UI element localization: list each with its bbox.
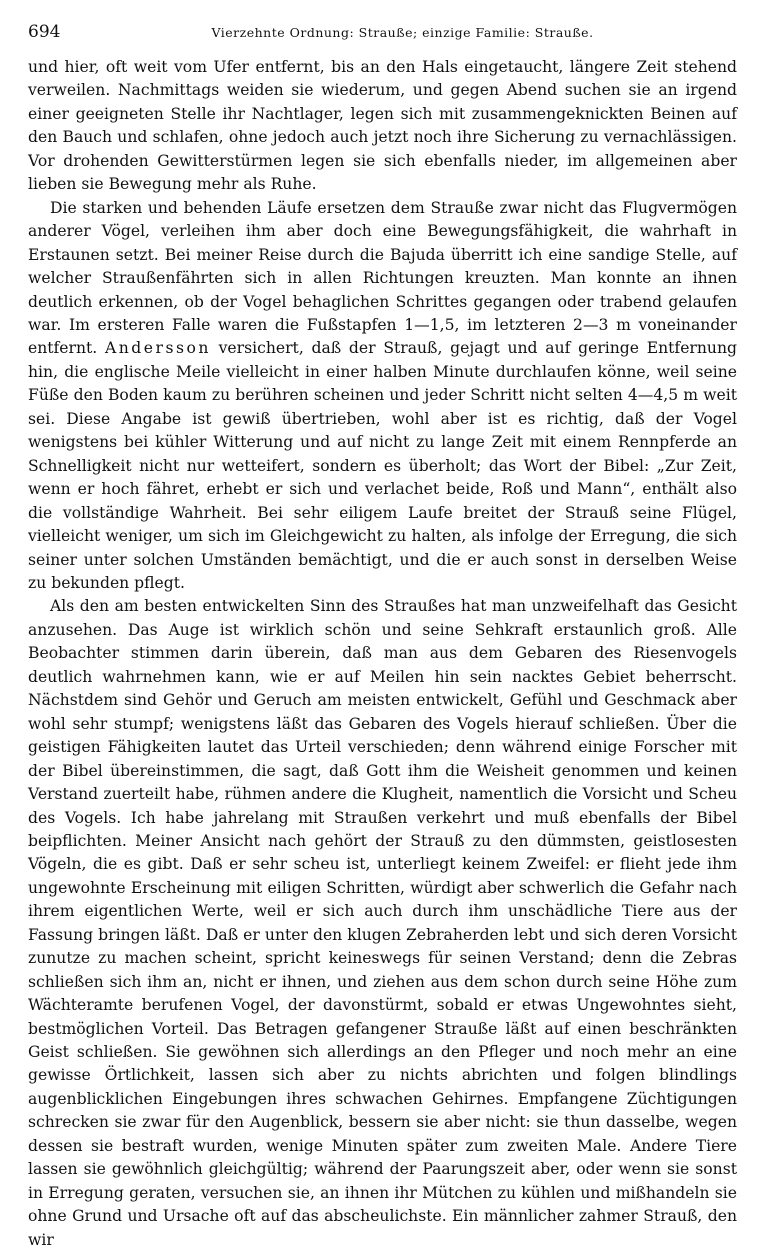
running-head: Vierzehnte Ordnung: Strauße; einzige Familie: Strauße.: [211, 25, 594, 40]
paragraph-1: und hier, oft weit vom Ufer entfernt, bis an den Hals eingetaucht, längere Zeit stehend verweilen. Nachmittags weiden sie wiederum, und gegen Abend suchen sie an irgend einer geeigneten Stelle ihr Nachtlager, legen sich mit zusammengeknickten Beinen auf den Bauch und schlafen, ohne jedoch auch jetzt noch ihre Sicherung zu vernachlässigen. Vor drohenden Gewitterstürmen legen sie sich ebenfalls nieder, im allgemeinen aber lieben sie Bewegung mehr als Ruhe.: [28, 58, 737, 194]
body-text: [28, 56, 737, 1252]
paragraph-2-part-2: versichert, daß der Strauß, gejagt und auf geringe Entfernung hin, die englische Meile vielleicht in einer halben Minute durchlaufen könne, weil seine Füße den Boden kaum zu berühren scheinen und jeder Schritt nicht selten 4—4,5 m weit sei. Diese Angabe ist gewiß übertrieben, wohl aber ist es richtig, daß der Vogel wenigstens bei kühler Witterung und auf nicht zu lange Zeit mit einem Rennpferde an Schnelligkeit nicht nur wetteifert, sondern es überholt; das Wort der Bibel: „Zur Zeit, wenn er hoch fähret, erhebt er sich und verlachet beide, Roß und Mann“, enthält also die vollständige Wahrheit. Bei sehr eiligem Laufe breitet der Strauß seine Flügel, vielleicht weniger, um sich im Gleichgewicht zu halten, als infolge der Erregung, die sich seiner unter solchen Umständen bemächtigt, und die er auch sonst in derselben Weise zu bekunden pflegt.: [28, 339, 737, 592]
paragraph-3: Als den am besten entwickelten Sinn des Straußes hat man unzweifelhaft das Gesicht anzusehen. Das Auge ist wirklich schön und seine Sehkraft erstaunlich groß. Alle Beobachter stimmen darin überein, daß man aus dem Gebaren des Riesenvogels deutlich wahrnehmen kann, wie er auf Meilen hin sein nacktes Gebiet beherrscht. Nächstdem sind Gehör und Geruch am meisten entwickelt, Gefühl und Geschmack aber wohl sehr stumpf; wenigstens läßt das Gebaren des Vogels hierauf schließen. Über die geistigen Fähigkeiten lautet das Urteil verschieden; denn während einige Forscher mit der Bibel übereinstimmen, die sagt, daß Gott ihm die Weisheit genommen und keinen Verstand zuerteilt habe, rühmen andere die Klugheit, namentlich die Vorsicht und Scheu des Vogels. Ich habe jahrelang mit Straußen verkehrt und muß ebenfalls der Bibel beipflichten. Meiner Ansicht nach gehört der Strauß zu den dümmsten, geistlosesten Vögeln, die es gibt. Daß er sehr scheu ist, unterliegt keinem Zweifel: er flieht jede ihm ungewohnte Erscheinung mit eiligen Schritten, würdigt aber schwerlich die Gefahr nach ihrem eigentlichen Werte, weil er sich auch durch ihm unschädliche Tiere aus der Fassung bringen läßt. Daß er unter den klugen Zebraherden lebt und sich deren Vorsicht zunutze zu machen scheint, spricht keineswegs für seinen Verstand; denn die Zebras schließen sich ihm an, nicht er ihnen, und ziehen aus dem schon durch seine Höhe zum Wächteramte berufenen Vogel, der davonstürmt, sobald er etwas Ungewohntes sieht, bestmöglichen Vorteil. Das Betragen gefangener Strauße läßt auf einen beschränkten Geist schließen. Sie gewöhnen sich allerdings an den Pfleger und noch mehr an eine gewisse Örtlichkeit, lassen sich aber zu nichts abrichten und folgen blindlings augenblicklichen Eingebungen ihres schwachen Gehirnes. Empfangene Züchtigungen schrecken sie zwar für den Augenblick, bessern sie aber nicht: sie thun dasselbe, wegen dessen sie bestraft wurden, wenige Minuten später zum zweiten Male. Andere Tiere lassen sie gewöhnlich gleichgültig; während der Paarungszeit aber, oder wenn sie sonst in Erregung geraten, versuchen sie, an ihnen ihr Mütchen zu kühlen und mißhandeln sie ohne Grund und Ursache oft auf das abscheulichste. Ein männlicher zahmer Strauß, den wir: [28, 597, 737, 1249]
page-header: [28, 22, 737, 48]
paragraph-2: [28, 197, 737, 596]
author-name-andersson: Andersson: [104, 339, 211, 358]
page-number: 694: [28, 22, 61, 42]
paragraph-2-part-1: Die starken und behenden Läufe ersetzen dem Strauße zwar nicht das Flugvermögen anderer Vögel, verleihen ihm aber doch eine Bewegungsfähigkeit, die wahrhaft in Erstaunen setzt. Bei meiner Reise durch die Bajuda überritt ich eine sandige Stelle, auf welcher Straußenfährten sich in allen Richtungen kreuzten. Man konnte an ihnen deutlich erkennen, ob der Vogel behaglichen Schrittes gegangen oder trabend gelaufen war. Im ersteren Falle waren die Fußstapfen 1—1,5, im letzteren 2—3 m voneinander entfernt.: [28, 198, 737, 358]
